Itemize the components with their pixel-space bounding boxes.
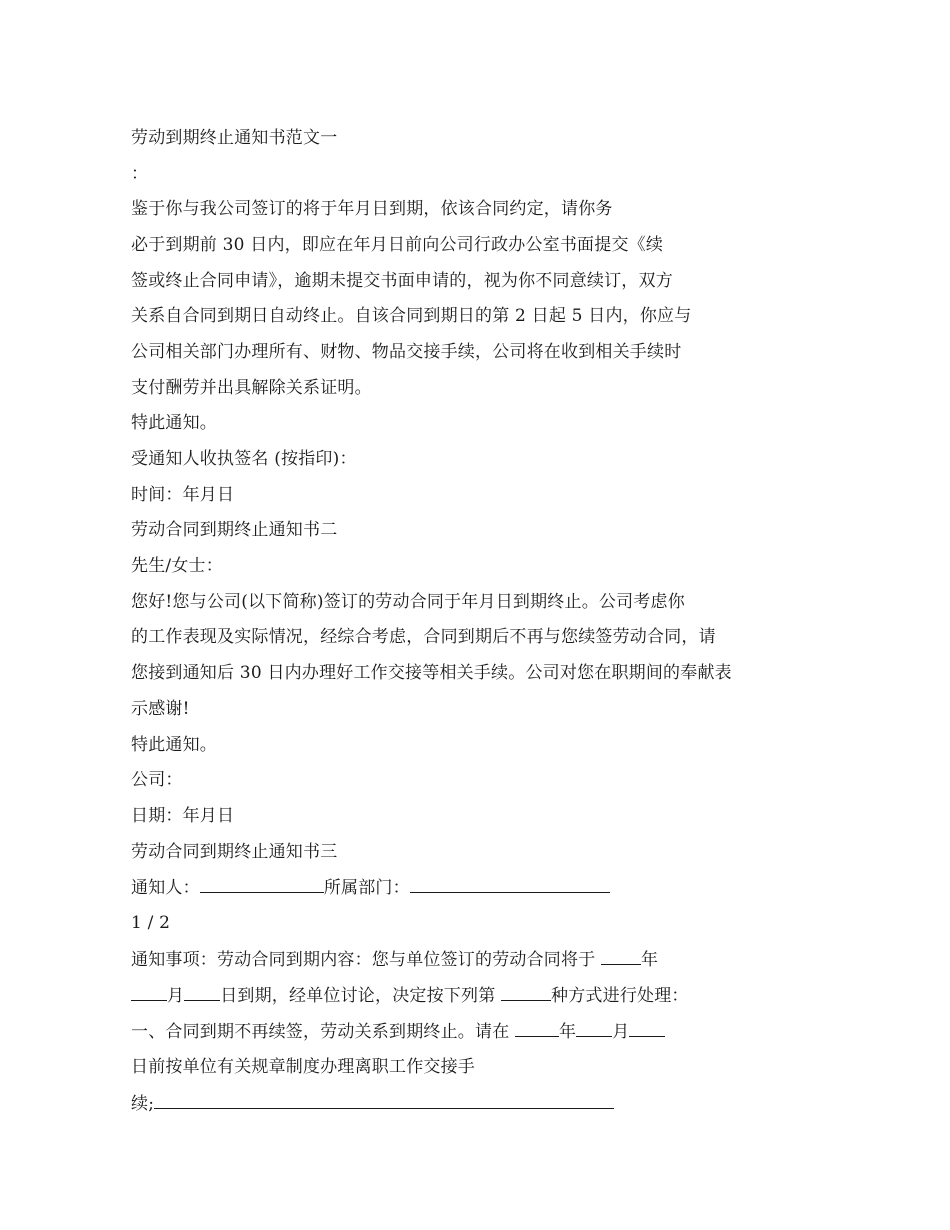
closing-line: 特此通知。 <box>131 413 217 433</box>
day-blank[interactable] <box>184 984 220 1001</box>
handover-blank[interactable] <box>154 1092 614 1109</box>
paragraph-line: 您接到通知后 30 日内办理好工作交接等相关手续。公司对您在职期间的奉献表 <box>131 663 732 683</box>
closing-line: 特此通知。 <box>131 735 217 755</box>
paragraph-line: 公司相关部门办理所有、财物、物品交接手续，公司将在收到相关手续时 <box>131 342 682 362</box>
day-blank[interactable] <box>629 1020 665 1037</box>
notice-line: 日前按单位有关规章制度办理离职工作交接手 <box>131 1057 475 1077</box>
year-blank[interactable] <box>601 948 641 965</box>
page-number: 1 / 2 <box>131 913 171 933</box>
paragraph-line: 支付酬劳并出具解除关系证明。 <box>131 378 372 398</box>
notice-title-3: 劳动合同到期终止通知书三 <box>131 842 338 862</box>
paragraph-line: 的工作表现及实际情况，经综合考虑，合同到期后不再与您续签劳动合同，请 <box>131 627 716 647</box>
paragraph-line: 您好!您与公司(以下简称)签订的劳动合同于年月日到期终止。公司考虑你 <box>131 592 685 612</box>
salutation-line: 先生/女士： <box>131 556 223 576</box>
notice-line <box>131 1020 665 1043</box>
signature-line: 受通知人收执签名 (按指印)： <box>131 449 357 469</box>
date-line: 日期：年月日 <box>131 806 235 826</box>
notice-text: 种方式进行处理： <box>551 986 689 1006</box>
notice-line <box>131 1092 614 1115</box>
notice-text: 月 <box>612 1022 630 1042</box>
notice-text: 年 <box>559 1022 577 1042</box>
paragraph-line: 必于到期前 30 日内，即应在年月日前向公司行政办公室书面提交《续 <box>131 235 664 255</box>
paragraph-line: 鉴于你与我公司签订的将于年月日到期，依该合同约定，请你务 <box>131 199 613 219</box>
paragraph-line: 关系自合同到期日自动终止。自该合同到期日的第 2 日起 5 日内，你应与 <box>131 306 692 326</box>
notice-text: 续; <box>131 1094 155 1114</box>
department-label: 所属部门： <box>323 878 410 898</box>
notifier-label: 通知人： <box>131 878 200 898</box>
date-line: 时间：年月日 <box>131 485 235 505</box>
company-line: 公司： <box>131 770 183 790</box>
notice-title-1: 劳动到期终止通知书范文一 <box>131 128 338 148</box>
notice-text: 一、合同到期不再续签，劳动关系到期终止。请在 <box>131 1022 510 1042</box>
paragraph-line: 签或终止合同申请》，逾期未提交书面申请的，视为你不同意续订，双方 <box>131 271 673 291</box>
month-blank[interactable] <box>131 984 167 1001</box>
notifier-line <box>131 876 610 899</box>
notice-text: 日到期，经单位讨论，决定按下列第 <box>220 986 496 1006</box>
month-blank[interactable] <box>576 1020 612 1037</box>
option-blank[interactable] <box>501 984 551 1001</box>
paragraph-line: 示感谢! <box>131 699 190 719</box>
notice-text: 通知事项：劳动合同到期内容：您与单位签订的劳动合同将于 <box>131 950 596 970</box>
notice-line <box>131 948 658 971</box>
notifier-blank[interactable] <box>200 876 324 893</box>
notice-title-2: 劳动合同到期终止通知书二 <box>131 520 338 540</box>
recipient-colon: ： <box>131 164 149 184</box>
department-blank[interactable] <box>410 876 610 893</box>
notice-text: 年 <box>641 950 659 970</box>
notice-line <box>131 984 689 1007</box>
notice-text: 月 <box>167 986 185 1006</box>
year-blank[interactable] <box>515 1020 559 1037</box>
